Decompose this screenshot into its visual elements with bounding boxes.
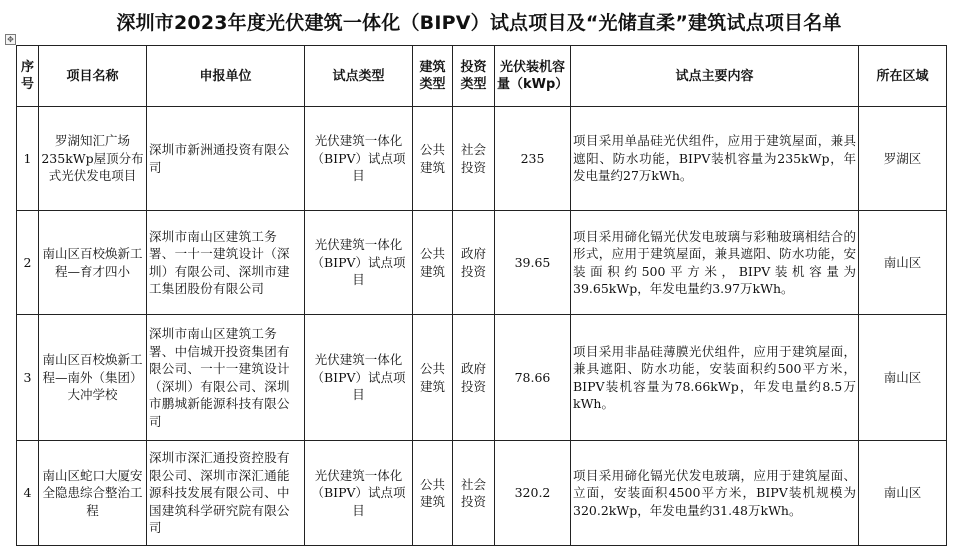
header-row bbox=[17, 46, 947, 107]
cell-unit: 深圳市南山区建筑工务署、中信城开投资集团有限公司、一十一建筑设计（深圳）有限公司、深圳市鹏城新能源科技有限公司 bbox=[147, 315, 305, 441]
cell-capacity: 235 bbox=[495, 107, 571, 211]
cell-building-type: 公共建筑 bbox=[413, 211, 453, 315]
table-row bbox=[17, 441, 947, 546]
cell-building-type: 公共建筑 bbox=[413, 107, 453, 211]
cell-content: 项目采用单晶硅光伏组件，应用于建筑屋面，兼具遮阳、防水功能，BIPV装机容量为235kWp，年发电量约27万kWh。 bbox=[571, 107, 859, 211]
cell-name: 南山区百校焕新工程—南外（集团）大冲学校 bbox=[39, 315, 147, 441]
cell-building-type: 公共建筑 bbox=[413, 315, 453, 441]
cell-content: 项目采用碲化镉光伏发电玻璃与彩釉玻璃相结合的形式，应用于建筑屋面，兼具遮阳、防水功能，安装面积约500平方米，BIPV装机容量为39.65kWp，年发电量约3.97万kWh。 bbox=[571, 211, 859, 315]
header-name: 项目名称 bbox=[39, 46, 147, 107]
cell-invest-type: 政府投资 bbox=[453, 315, 495, 441]
table-row bbox=[17, 107, 947, 211]
cell-type: 光伏建筑一体化（BIPV）试点项目 bbox=[305, 107, 413, 211]
header-unit: 申报单位 bbox=[147, 46, 305, 107]
document-title: 深圳市2023年度光伏建筑一体化（BIPV）试点项目及“光储直柔”建筑试点项目名单 bbox=[116, 12, 842, 34]
header-district: 所在区域 bbox=[859, 46, 947, 107]
cell-name: 罗湖知汇广场235kWp屋顶分布式光伏发电项目 bbox=[39, 107, 147, 211]
header-capacity: 光伏装机容量（kWp） bbox=[495, 46, 571, 107]
cell-index: 3 bbox=[17, 315, 39, 441]
header-building-type: 建筑类型 bbox=[413, 46, 453, 107]
header-content: 试点主要内容 bbox=[571, 46, 859, 107]
cell-invest-type: 社会投资 bbox=[453, 107, 495, 211]
cell-type: 光伏建筑一体化（BIPV）试点项目 bbox=[305, 441, 413, 546]
cell-content: 项目采用非晶硅薄膜光伏组件，应用于建筑屋面，兼具遮阳、防水功能，安装面积约500平方米，BIPV装机容量为78.66kWp，年发电量约8.5万kWh。 bbox=[571, 315, 859, 441]
project-table bbox=[16, 45, 947, 546]
cell-index: 2 bbox=[17, 211, 39, 315]
cell-capacity: 39.65 bbox=[495, 211, 571, 315]
cell-type: 光伏建筑一体化（BIPV）试点项目 bbox=[305, 315, 413, 441]
header-invest-type: 投资类型 bbox=[453, 46, 495, 107]
cell-name: 南山区百校焕新工程—育才四小 bbox=[39, 211, 147, 315]
cell-unit: 深圳市南山区建筑工务署、一十一建筑设计（深圳）有限公司、深圳市建工集团股份有限公司 bbox=[147, 211, 305, 315]
cell-unit: 深圳市深汇通投资控股有限公司、深圳市深汇通能源科技发展有限公司、中国建筑科学研究院有限公司 bbox=[147, 441, 305, 546]
cell-invest-type: 政府投资 bbox=[453, 211, 495, 315]
cell-building-type: 公共建筑 bbox=[413, 441, 453, 546]
cell-index: 1 bbox=[17, 107, 39, 211]
cell-capacity: 78.66 bbox=[495, 315, 571, 441]
cell-district: 南山区 bbox=[859, 441, 947, 546]
cell-unit: 深圳市新洲通投资有限公司 bbox=[147, 107, 305, 211]
cell-district: 南山区 bbox=[859, 315, 947, 441]
cell-capacity: 320.2 bbox=[495, 441, 571, 546]
header-index: 序号 bbox=[17, 46, 39, 107]
cell-invest-type: 社会投资 bbox=[453, 441, 495, 546]
cell-district: 罗湖区 bbox=[859, 107, 947, 211]
cell-district: 南山区 bbox=[859, 211, 947, 315]
table-move-handle-icon[interactable]: ✥ bbox=[5, 34, 16, 45]
cell-content: 项目采用碲化镉光伏发电玻璃，应用于建筑屋面、立面，安装面积4500平方米，BIPV装机规模为320.2kWp，年发电量约31.48万kWh。 bbox=[571, 441, 859, 546]
table-row bbox=[17, 315, 947, 441]
cell-name: 南山区蛇口大厦安全隐患综合整治工程 bbox=[39, 441, 147, 546]
cell-index: 4 bbox=[17, 441, 39, 546]
header-type: 试点类型 bbox=[305, 46, 413, 107]
table-row bbox=[17, 211, 947, 315]
cell-type: 光伏建筑一体化（BIPV）试点项目 bbox=[305, 211, 413, 315]
